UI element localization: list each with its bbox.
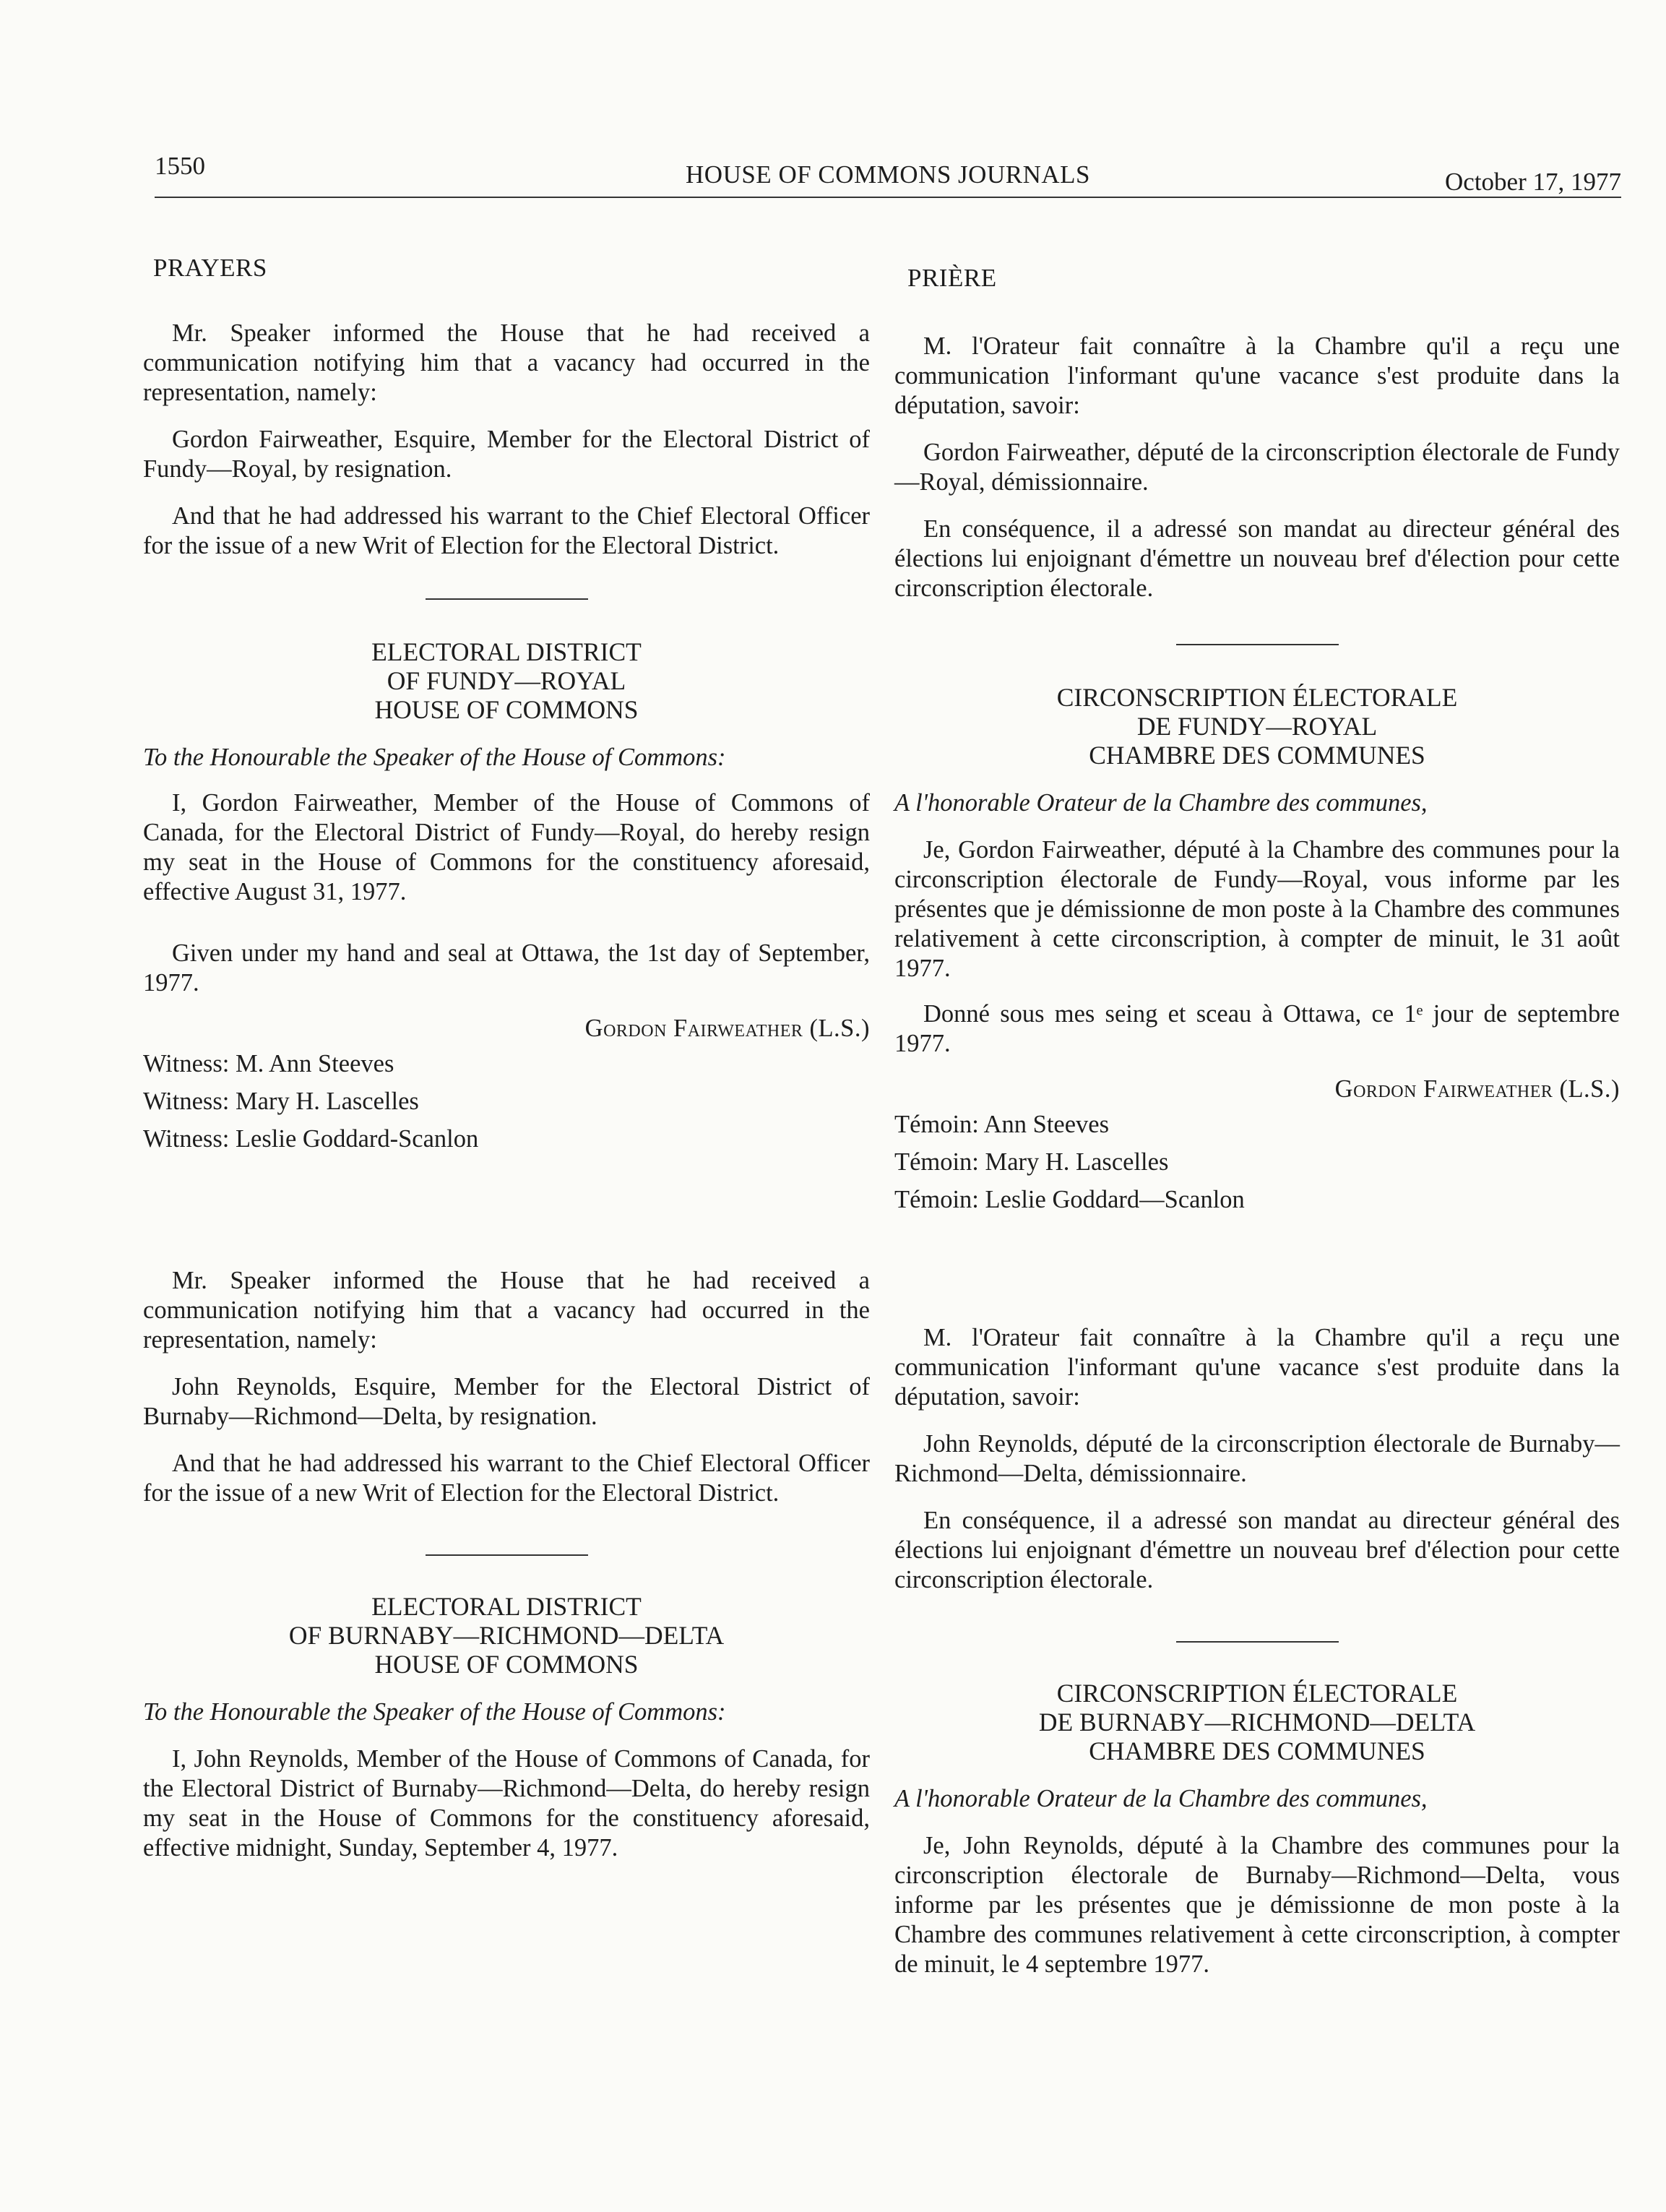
witness-line: Witness: M. Ann Steeves xyxy=(143,1050,394,1077)
resignation-2-body-fr: Je, John Reynolds, député à la Chambre des communes pour la circonscription électorale de Burnaby—Richmond—Delta, vous informe par les présentes que je démissionne de mon poste à la Chambre des communes relativement à cette circonscription, à compter de minuit, le 4 septembre 1977. xyxy=(894,1832,1620,1978)
heading-line: CIRCONSCRIPTION ÉLECTORALE xyxy=(1056,1679,1458,1708)
vacancy-1-intro-fr: M. l'Orateur fait connaître à la Chambre qu'il a reçu une communication l'informant qu'une vacance s'est produite dans la députation, savoir: xyxy=(894,332,1620,419)
vacancy-1-intro: Mr. Speaker informed the House that he had received a communication notifying him that a vacancy had occurred in the representation, namely: xyxy=(143,319,870,406)
resignation-1-signature: Gordon Fairweather (L.S.) xyxy=(584,1015,870,1042)
prayers-heading: PRAYERS xyxy=(153,254,267,282)
heading-line: ELECTORAL DISTRICT xyxy=(371,637,642,666)
vacancy-1-member: Gordon Fairweather, Esquire, Member for the Electoral District of Fundy—Royal, by resignation. xyxy=(143,426,870,483)
vacancy-2-member-fr: John Reynolds, député de la circonscription électorale de Burnaby—Richmond—Delta, démissionnaire. xyxy=(894,1430,1620,1487)
witness-line: Témoin: Ann Steeves xyxy=(894,1111,1110,1138)
heading-line: DE BURNABY—RICHMOND—DELTA xyxy=(1038,1708,1476,1737)
resignation-1-heading xyxy=(143,637,870,724)
witness-line: Témoin: Mary H. Lascelles xyxy=(894,1148,1169,1176)
priere-heading: PRIÈRE xyxy=(907,264,997,292)
section-divider xyxy=(426,1554,588,1556)
journal-date: October 17, 1977 xyxy=(1445,168,1621,196)
witness-line: Witness: Mary H. Lascelles xyxy=(143,1088,419,1115)
resignation-1-given: Given under my hand and seal at Ottawa, the 1st day of September, 1977. xyxy=(143,939,870,997)
heading-line: CHAMBRE DES COMMUNES xyxy=(1089,741,1425,770)
page-number: 1550 xyxy=(155,152,205,180)
heading-line: HOUSE OF COMMONS xyxy=(374,1650,639,1679)
resignation-1-signature-fr: Gordon Fairweather (L.S.) xyxy=(1334,1075,1620,1103)
vacancy-1-warrant-fr: En conséquence, il a adressé son mandat au directeur général des élections lui enjoignant d'émettre un nouveau bref d'élection pour cette circonscription électorale. xyxy=(894,515,1620,602)
vacancy-2-intro: Mr. Speaker informed the House that he had received a communication notifying him that a vacancy had occurred in the representation, namely: xyxy=(143,1267,870,1354)
journal-title: HOUSE OF COMMONS JOURNALS xyxy=(686,160,1090,189)
resignation-2-heading-fr xyxy=(894,1679,1620,1765)
heading-line: HOUSE OF COMMONS xyxy=(374,695,639,724)
resignation-1-given-fr: Donné sous mes seing et sceau à Ottawa, ce 1ᵉ jour de septembre 1977. xyxy=(894,1000,1620,1057)
vacancy-2-intro-fr: M. l'Orateur fait connaître à la Chambre qu'il a reçu une communication l'informant qu'une vacance s'est produite dans la députation, savoir: xyxy=(894,1324,1620,1411)
resignation-2-salutation: To the Honourable the Speaker of the House of Commons: xyxy=(143,1698,726,1726)
english-column xyxy=(143,253,870,1863)
heading-line: ELECTORAL DISTRICT xyxy=(371,1592,642,1621)
page-header xyxy=(155,143,1621,198)
resignation-1-salutation-fr: A l'honorable Orateur de la Chambre des communes, xyxy=(894,789,1428,817)
witness-line: Witness: Leslie Goddard-Scanlon xyxy=(143,1125,479,1153)
resignation-1-heading-fr xyxy=(894,683,1620,770)
resignation-2-salutation-fr: A l'honorable Orateur de la Chambre des communes, xyxy=(894,1785,1428,1812)
resignation-2-heading xyxy=(143,1592,870,1679)
vacancy-2-member: John Reynolds, Esquire, Member for the Electoral District of Burnaby—Richmond—Delta, by resignation. xyxy=(143,1373,870,1430)
french-column xyxy=(894,253,1620,1979)
vacancy-2-warrant-fr: En conséquence, il a adressé son mandat au directeur général des élections lui enjoignant d'émettre un nouveau bref d'élection pour cette circonscription électorale. xyxy=(894,1507,1620,1593)
vacancy-1-member-fr: Gordon Fairweather, député de la circonscription électorale de Fundy—Royal, démissionnaire. xyxy=(894,439,1620,496)
heading-line: OF FUNDY—ROYAL xyxy=(387,666,626,695)
resignation-1-body-fr: Je, Gordon Fairweather, député à la Chambre des communes pour la circonscription électorale de Fundy—Royal, vous informe par les présentes que je démissionne de mon poste à la Chambre des communes relativement à cette circonscription, à compter de minuit, le 31 août 1977. xyxy=(894,836,1620,982)
resignation-1-body: I, Gordon Fairweather, Member of the House of Commons of Canada, for the Electoral District of Fundy—Royal, do hereby resign my seat in the House of Commons for the constituency aforesaid, effective August 31, 1977. xyxy=(143,789,870,905)
resignation-1-salutation: To the Honourable the Speaker of the House of Commons: xyxy=(143,744,726,771)
heading-line: OF BURNABY—RICHMOND—DELTA xyxy=(288,1621,725,1650)
heading-line: DE FUNDY—ROYAL xyxy=(1136,712,1378,741)
section-divider xyxy=(1176,644,1339,645)
witness-line: Témoin: Leslie Goddard—Scanlon xyxy=(894,1186,1245,1213)
section-divider xyxy=(1176,1641,1339,1643)
heading-line: CHAMBRE DES COMMUNES xyxy=(1089,1737,1425,1765)
heading-line: CIRCONSCRIPTION ÉLECTORALE xyxy=(1056,683,1458,712)
resignation-2-body: I, John Reynolds, Member of the House of Commons of Canada, for the Electoral District of Burnaby—Richmond—Delta, do hereby resign my seat in the House of Commons for the constituency aforesaid, effective midnight, Sunday, September 4, 1977. xyxy=(143,1745,870,1862)
vacancy-2-warrant: And that he had addressed his warrant to the Chief Electoral Officer for the issue of a new Writ of Election for the Electoral District. xyxy=(143,1450,870,1507)
vacancy-1-warrant: And that he had addressed his warrant to the Chief Electoral Officer for the issue of a new Writ of Election for the Electoral District. xyxy=(143,502,870,559)
section-divider xyxy=(426,598,588,600)
